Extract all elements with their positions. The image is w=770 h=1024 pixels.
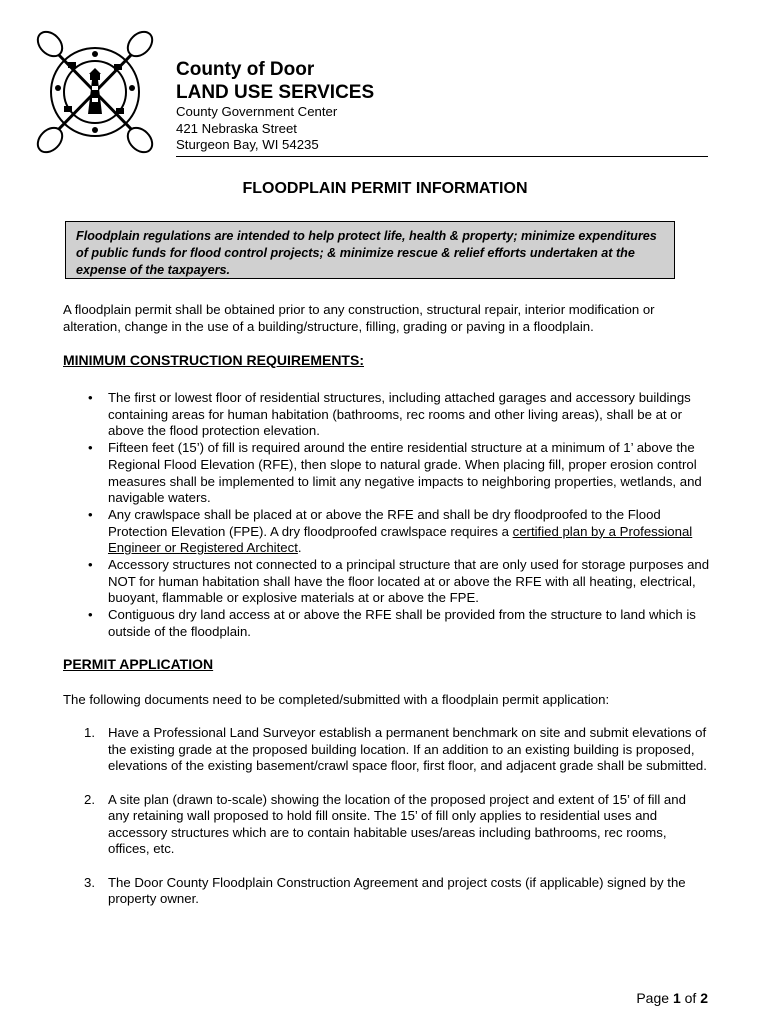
certified-plan-note: certified plan by a Professional Engineer or Registered Architect — [108, 523, 693, 556]
address-line-1: County Government Center — [176, 104, 338, 119]
step-number: 2. — [84, 791, 95, 807]
step-number: 1. — [84, 725, 95, 740]
county-seal-logo — [28, 22, 162, 156]
list-item — [88, 557, 714, 607]
bullet: • — [88, 607, 93, 623]
requirement-text-end: . — [297, 540, 302, 556]
bullet: • — [88, 557, 93, 573]
page-of: of — [680, 990, 701, 1006]
intro-paragraph: A floodplain permit shall be obtained prior to any construction, structural repair, interior modification or alteration, change in the use of a building/structure, filling, grading or paving in a floodplain. — [63, 302, 655, 334]
requirement-text: Fifteen feet (15’) of fill is required around the entire residential structure at a minimum of 1’ above the Regional Flood Elevation (RFE), then slope to natural grade. When placing fill, proper erosion control measures shall be implemented to limit any negative impacts to neighboring properties, wetlands, and navigable waters. — [108, 440, 702, 506]
requirement-text: Any crawlspace shall be placed at or above the RFE and shall be dry floodproofed to the Flood Protection Elevation (FPE). A dry floodproofed crawlspace requires a — [108, 506, 661, 539]
step-text: Have a Professional Land Surveyor establish a permanent benchmark on site and submit elevations of the existing grade at the proposed building location. If an addition to an existing building is proposed, elevations of the existing basement/crawl space floor, first floor, and adjacent grade shall be submitted. — [108, 725, 707, 773]
list-item — [88, 390, 714, 440]
page-total: 2 — [700, 990, 708, 1006]
requirement-text: Accessory structures not connected to a principal structure that are only used for storage purposes and NOT for human habitation shall have the floor located at or above the RFE with all heating, electrical, buoyant, flammable or explosive materials at or above the FPE. — [108, 557, 710, 606]
page-current: 1 — [672, 990, 681, 1006]
address-line-2: 421 Nebraska Street — [176, 120, 297, 136]
list-item — [84, 791, 708, 858]
header-divider — [176, 156, 708, 157]
address-line-3: Sturgeon Bay, WI 54235 — [176, 137, 319, 152]
list-item — [88, 506, 714, 557]
requirement-text: Contiguous dry land access at or above the RFE shall be provided from the structure to land which is outside of the floodplain. — [108, 607, 696, 639]
list-item — [88, 440, 714, 507]
step-number: 3. — [84, 874, 95, 890]
step-text: The Door County Floodplain Construction Agreement and project costs (if applicable) signed by the property owner. — [108, 874, 686, 906]
requirement-text: The first or lowest floor of residential structures, including attached garages and accessory buildings containing areas for human habitation (bathrooms, rec rooms and other living areas), shall be at or above the flood protection elevation. — [108, 390, 691, 439]
bullet: • — [88, 440, 93, 456]
min-requirements-heading: MINIMUM CONSTRUCTION REQUIREMENTS: — [63, 352, 364, 368]
list-item — [84, 725, 708, 775]
application-steps — [84, 725, 708, 925]
list-item — [88, 607, 714, 640]
page-number — [636, 990, 708, 1006]
list-item — [84, 874, 708, 908]
page-prefix: Page — [636, 990, 673, 1006]
requirements-list — [88, 390, 714, 641]
bullet: • — [88, 390, 93, 405]
county-name: County of Door — [176, 59, 315, 80]
document-title: FLOODPLAIN PERMIT INFORMATION — [242, 180, 528, 197]
department-name: LAND USE SERVICES — [176, 82, 375, 103]
step-text: A site plan (drawn to-scale) showing the location of the proposed project and extent of 15’ of fill and any retaining wall proposed to hold fill onsite. The 15’ of fill only applies to residential uses and accessory structures which are to contain habitable uses/areas including bathrooms, rec rooms, offices, etc. — [108, 791, 686, 856]
permit-application-intro: The following documents need to be completed/submitted with a floodplain permit application: — [63, 692, 610, 707]
bullet: • — [88, 506, 93, 522]
permit-application-heading: PERMIT APPLICATION — [63, 656, 214, 672]
purpose-callout: Floodplain regulations are intended to help protect life, health & property; minimize expenditures of public funds for flood control projects; & minimize rescue & relief efforts undertaken at the expense of the taxpayers. — [65, 221, 675, 279]
letterhead — [176, 58, 708, 154]
